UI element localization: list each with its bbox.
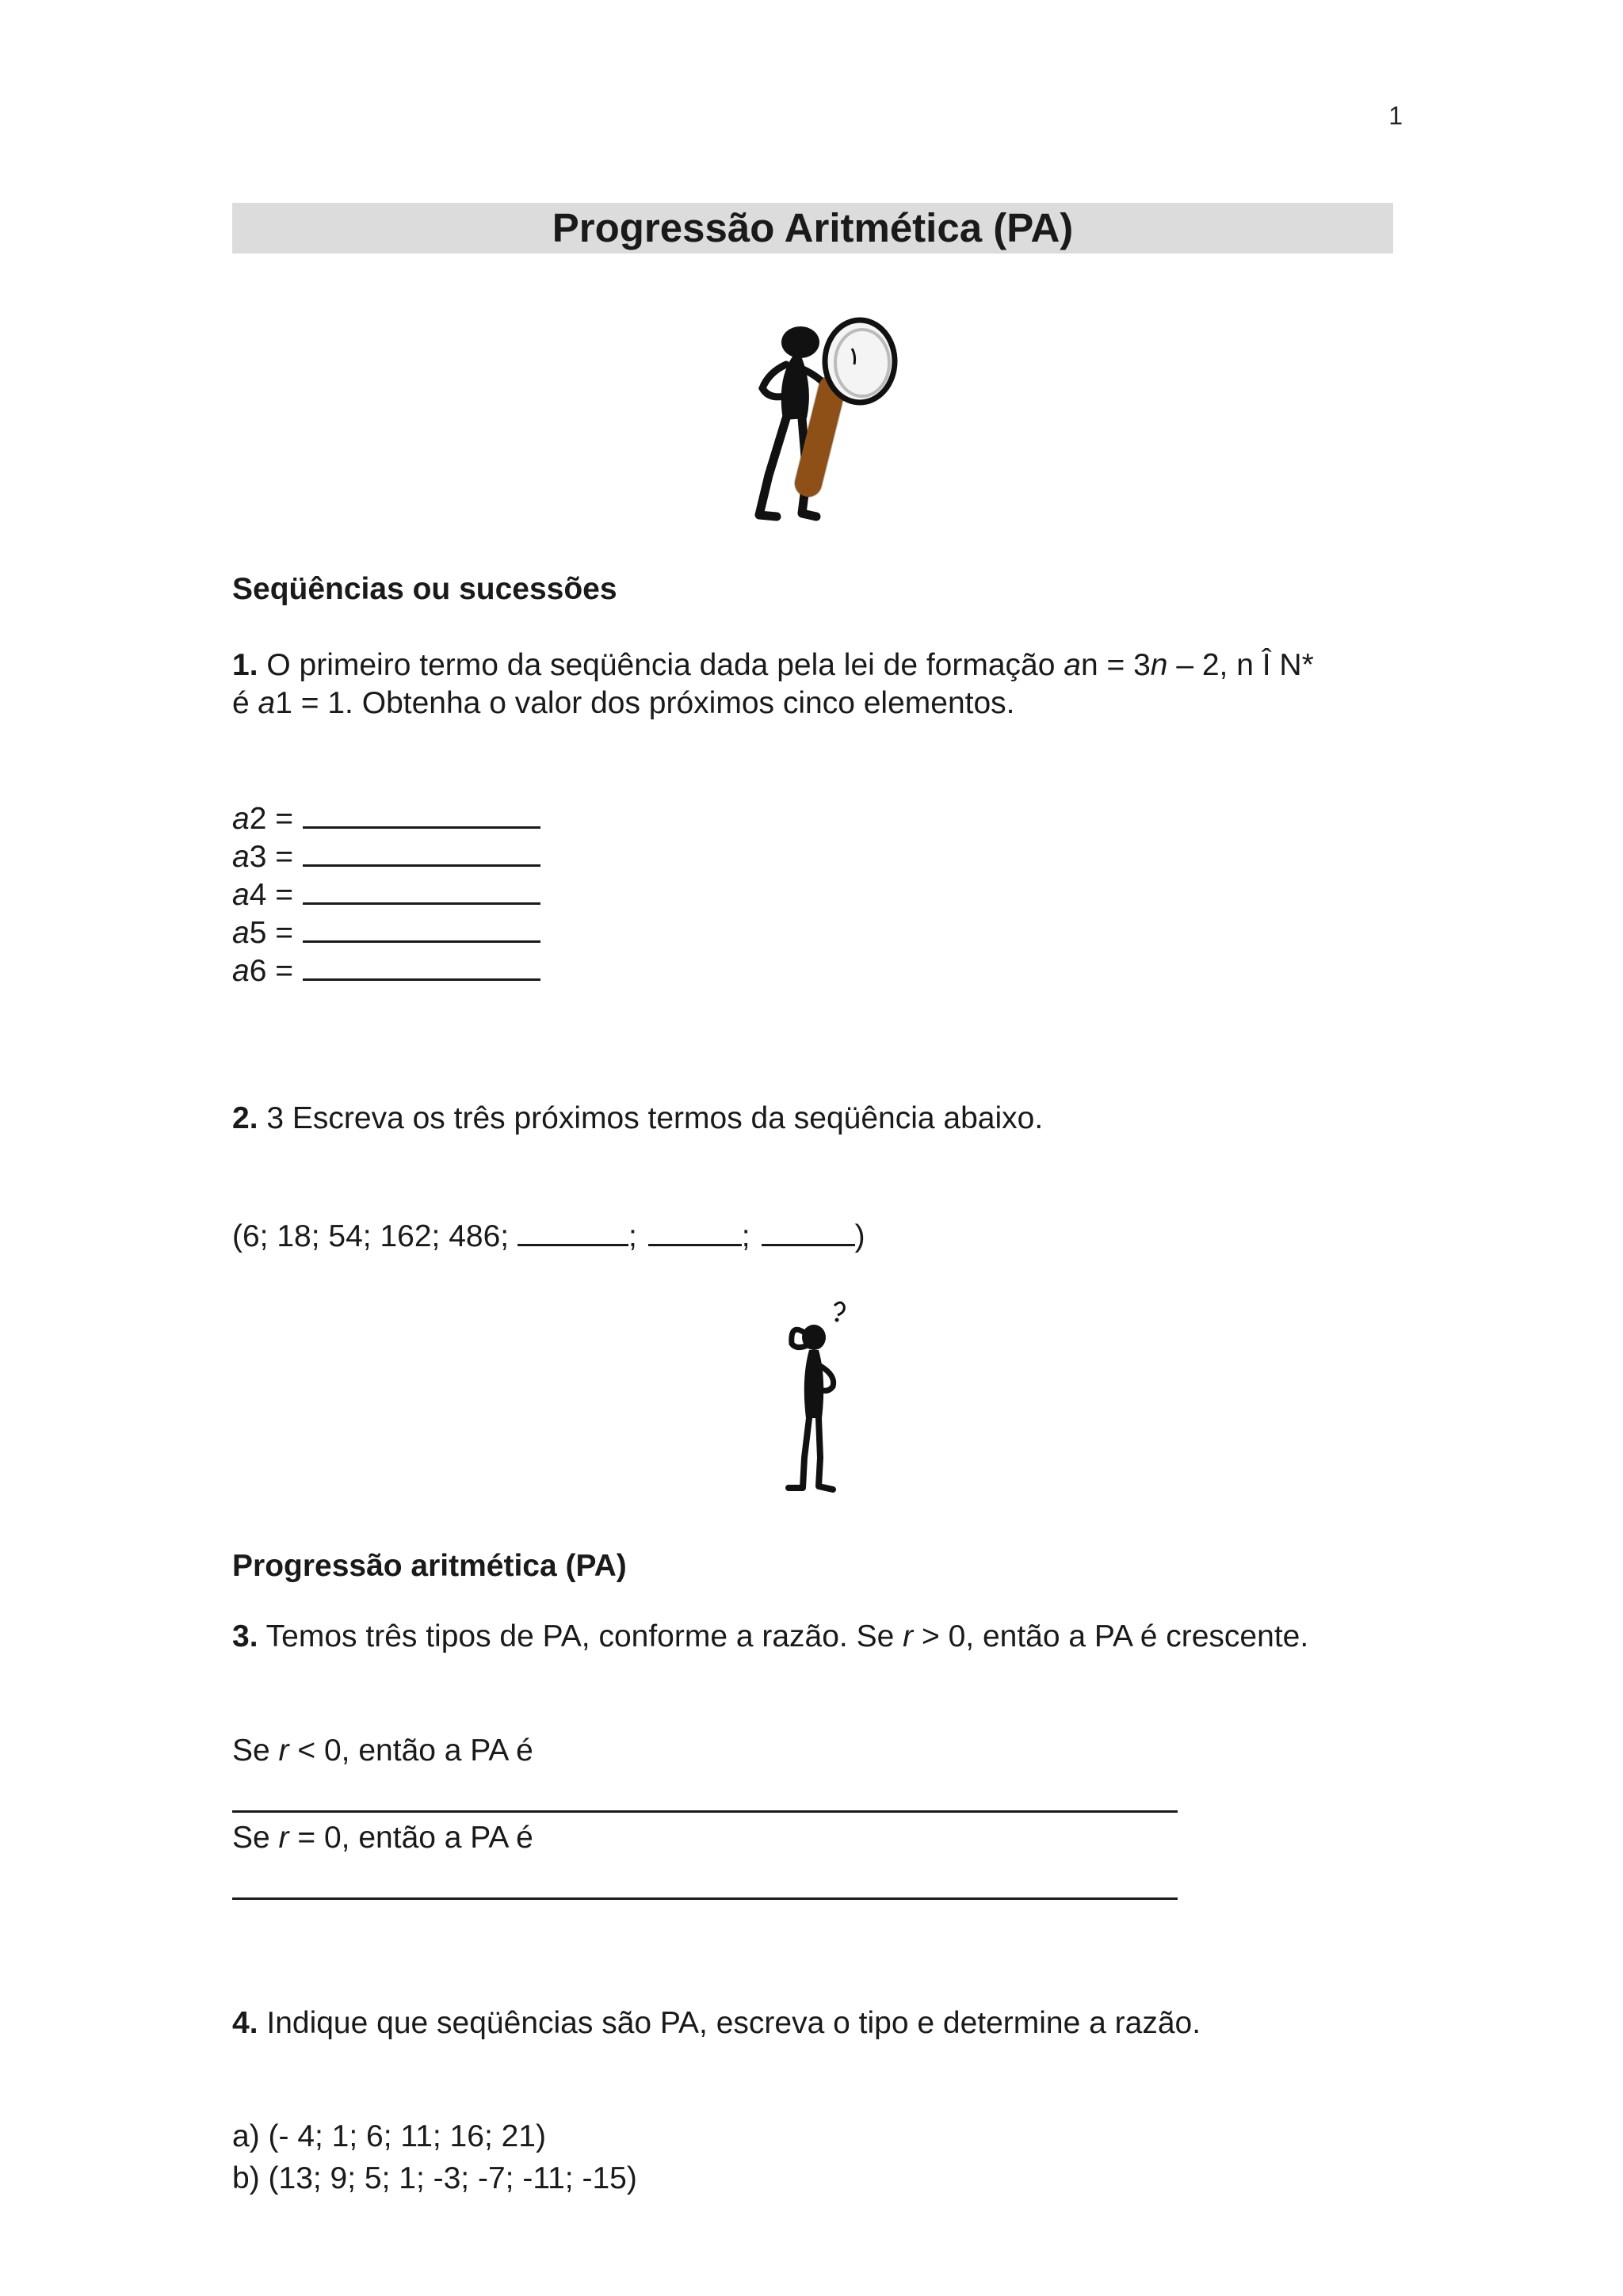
math-var: a [258, 686, 276, 720]
question-text: O primeiro termo da seqüência dada pela lei de formação [258, 648, 1064, 682]
question-text: é [232, 686, 258, 720]
sequence-suffix: ) [854, 1219, 865, 1253]
question-text: 3 Escreva os três próximos termos da seqüência abaixo. [258, 1101, 1044, 1135]
answer-blank[interactable] [303, 948, 540, 981]
math-var: a [1064, 648, 1081, 682]
answer-blank[interactable] [303, 872, 540, 905]
math-var: a [232, 916, 250, 950]
sequence-row [232, 1214, 865, 1256]
question-text: 1 = 1. Obtenha o valor dos próximos cinco elementos. [275, 686, 1015, 720]
sequence-separator: ; [741, 1219, 750, 1253]
case-text: Se [232, 1733, 279, 1768]
page-number: 1 [1388, 101, 1403, 130]
question-3-case-zero [232, 1819, 533, 1857]
question-number: 4. [232, 2006, 258, 2040]
question-number: 1. [232, 648, 258, 682]
list-item: a) (- 4; 1; 6; 11; 16; 21) [232, 2119, 546, 2153]
term-row-a4 [232, 872, 540, 914]
question-3 [232, 1618, 1308, 1656]
question-4 [232, 2004, 1201, 2042]
answer-blank[interactable] [762, 1214, 855, 1246]
detective-magnifier-icon [713, 317, 903, 523]
answer-line[interactable] [232, 1897, 1178, 1900]
question-text: – 2, n Î N* [1167, 648, 1314, 682]
term-row-a6 [232, 948, 540, 990]
question-1-line-2 [232, 685, 1015, 723]
answer-blank[interactable] [303, 834, 540, 867]
question-text: Temos três tipos de PA, conforme a razão. Se [258, 1619, 903, 1653]
term-row-a2 [232, 796, 540, 838]
term-label: 6 = [249, 954, 294, 988]
answer-blank[interactable] [517, 1214, 628, 1246]
math-var: n [1150, 648, 1168, 682]
math-var: r [903, 1619, 914, 1653]
answer-blank[interactable] [303, 910, 540, 943]
term-row-a5 [232, 910, 540, 952]
term-label: 3 = [249, 840, 294, 874]
question-text: n = 3 [1080, 648, 1151, 682]
sequence-prefix: (6; 18; 54; 162; 486; [232, 1219, 517, 1253]
question-2 [232, 1100, 1043, 1138]
term-label: 2 = [249, 802, 294, 836]
case-text: Se [232, 1821, 279, 1855]
case-text: = 0, então a PA é [288, 1821, 533, 1855]
case-text: < 0, então a PA é [288, 1733, 533, 1768]
question-number: 2. [232, 1101, 258, 1135]
question-number: 3. [232, 1619, 258, 1653]
sequence-separator: ; [628, 1219, 637, 1253]
math-var: a [232, 840, 250, 874]
thinking-figure-icon [781, 1299, 852, 1493]
answer-blank[interactable] [648, 1214, 742, 1246]
list-item: b) (13; 9; 5; 1; -3; -7; -11; -15) [232, 2161, 637, 2195]
question-text: > 0, então a PA é crescente. [913, 1619, 1309, 1653]
term-label: 4 = [249, 878, 294, 912]
section-heading-sequences: Seqüências ou sucessões [232, 572, 617, 606]
answer-blank[interactable] [303, 796, 540, 829]
math-var: a [232, 802, 250, 836]
math-var: r [278, 1821, 289, 1855]
term-row-a3 [232, 834, 540, 876]
section-heading-arithmetic-progression: Progressão aritmética (PA) [232, 1549, 627, 1583]
question-text: Indique que seqüências são PA, escreva o tipo e determine a razão. [258, 2006, 1201, 2040]
question-3-case-negative [232, 1732, 533, 1770]
term-label: 5 = [249, 916, 294, 950]
math-var: a [232, 954, 250, 988]
math-var: a [232, 878, 250, 912]
title-bar [232, 203, 1393, 254]
math-var: r [278, 1733, 289, 1768]
question-1-line-1 [232, 646, 1314, 685]
answer-line[interactable] [232, 1810, 1178, 1813]
page-title: Progressão Aritmética (PA) [552, 205, 1074, 250]
